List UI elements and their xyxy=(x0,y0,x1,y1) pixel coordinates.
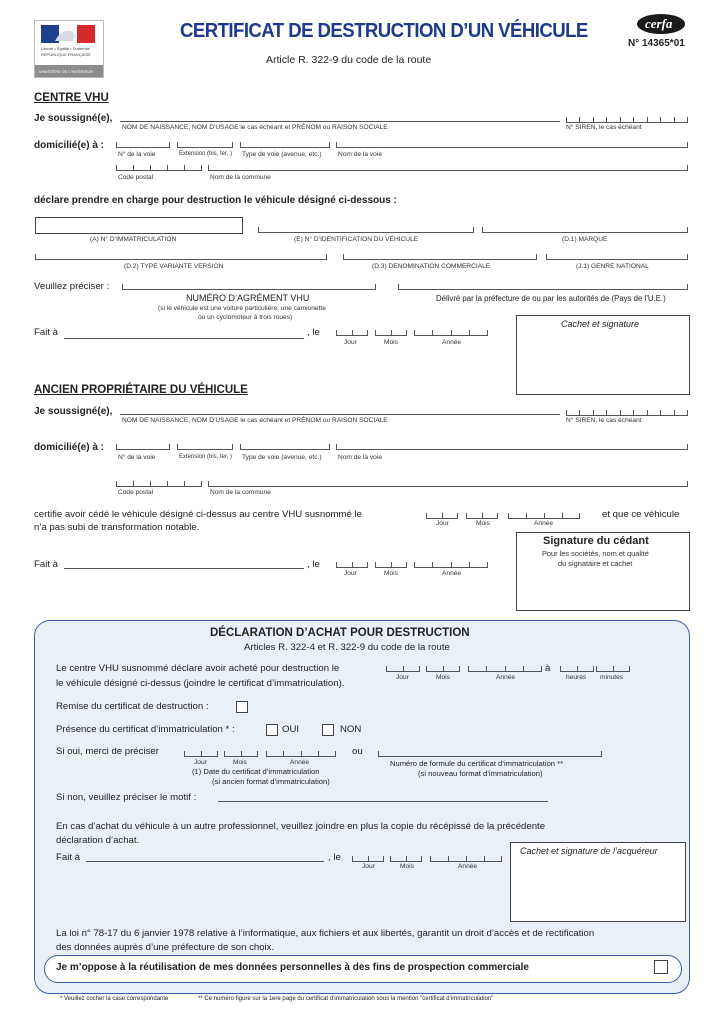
decl-loi-text-1: La loi n° 78-17 du 6 janvier 1978 relative à l’informatique, aux fichiers et aux libertés, garantit un droit d’accès et de rectification xyxy=(56,928,595,939)
ancien-name-field[interactable] xyxy=(120,414,560,415)
ancien-type-voie-field[interactable] xyxy=(240,443,330,450)
ancien-siren-caption: N° SIREN, le cas échéant xyxy=(566,417,642,424)
declaration-articles: Articles R. 322-4 et R. 322-9 du code de la route xyxy=(244,642,450,653)
vhu-extension-field[interactable] xyxy=(177,141,233,148)
vhu-mois-caption: Mois xyxy=(384,339,398,346)
genre-caption: (J.1) GENRE NATIONAL xyxy=(576,263,649,270)
ancien-type-caption: Type de voie (avenue, etc.) xyxy=(242,454,322,461)
decl-fait-a-field[interactable] xyxy=(86,861,324,862)
vhu-voie-caption: N° de la voie xyxy=(118,151,156,158)
decl-cas-achat-1: En cas d’achat du véhicule à un autre professionnel, veuillez joindre en plus la copie du récépissé de la précédente xyxy=(56,821,546,832)
ancien-date-annee[interactable] xyxy=(414,561,488,568)
type-variante-field[interactable] xyxy=(35,253,327,260)
ancien-date-jour[interactable] xyxy=(336,561,368,568)
page-title: CERTIFICAT DE DESTRUCTION D’UN VÉHICULE xyxy=(180,20,588,42)
decl-fait-a-label: Fait à xyxy=(56,852,80,863)
decl-motif-field[interactable] xyxy=(218,801,548,802)
vhu-voie-number-field[interactable] xyxy=(116,141,170,148)
section-centre-vhu: CENTRE VHU xyxy=(34,92,109,104)
ident-caption: (E) N° D’IDENTIFICATION DU VÉHICULE xyxy=(294,236,419,243)
denomination-caption: (D.3) DENOMINATION COMMERCIALE xyxy=(372,263,491,270)
decl-fait-annee[interactable] xyxy=(430,855,502,862)
denomination-field[interactable] xyxy=(343,253,537,260)
decl-presence-label: Présence du certificat d’immatriculation * : xyxy=(56,724,235,735)
vhu-declare-text: déclare prendre en charge pour destruction le véhicule désigné ci-dessous : xyxy=(34,195,397,206)
vhu-date-jour[interactable] xyxy=(336,329,368,336)
logo-republique: RÉPUBLIQUE FRANÇAISE xyxy=(41,52,91,57)
decl-oui-label: OUI xyxy=(282,724,300,735)
decl-achat-mois[interactable] xyxy=(426,665,460,672)
cerfa-number: N° 14365*01 xyxy=(628,38,685,49)
ancien-voie-caption: N° de la voie xyxy=(118,454,156,461)
vhu-siren-caption: N° SIREN, le cas échéant xyxy=(566,124,642,131)
decl-heures-caption: heures xyxy=(566,674,587,681)
agrement-field[interactable] xyxy=(122,283,376,290)
ancien-commune-caption: Nom de la commune xyxy=(210,489,271,496)
vhu-name-field[interactable] xyxy=(120,121,560,122)
vhu-date-annee[interactable] xyxy=(414,329,488,336)
footnote-double-star: ** Ce numéro figure sur la 1ere page du certificat d’immatriculation sous la mention "certificat d’immatriculation" xyxy=(198,996,494,1002)
declaration-line-1: Le centre VHU susnommé déclare avoir acheté pour destruction le xyxy=(56,663,340,674)
decl-achat-jour[interactable] xyxy=(386,665,420,672)
decl-oppose-checkbox[interactable] xyxy=(654,960,668,974)
ancien-fait-a-label: Fait à xyxy=(34,559,58,570)
decl-remise-checkbox[interactable] xyxy=(236,701,248,713)
ancien-cession-jour[interactable] xyxy=(426,512,458,519)
decl-fait-mois-caption: Mois xyxy=(400,863,414,870)
ancien-ext-caption: Extension (bis, ter, ) xyxy=(179,454,233,460)
vhu-fait-a-label: Fait à xyxy=(34,327,58,338)
ancien-fait-a-field[interactable] xyxy=(64,568,304,569)
marque-caption: (D.1) MARQUE xyxy=(562,236,608,243)
vhu-code-postal-field[interactable] xyxy=(116,164,202,171)
vhu-fait-a-field[interactable] xyxy=(64,338,304,339)
ancien-annee-caption: Année xyxy=(442,570,462,577)
immatriculation-field[interactable] xyxy=(35,217,243,234)
decl-date-cert-caption-2: (si ancien format d’immatriculation) xyxy=(212,777,330,786)
vhu-domicilie-label: domicilié(e) à : xyxy=(34,140,105,151)
delivre-caption: Délivré par la préfecture de ou par les autorités de (Pays de l’U.E.) xyxy=(436,294,666,303)
vhu-annee-caption: Année xyxy=(442,339,462,346)
decl-jour-caption: Jour xyxy=(396,674,409,681)
ancien-domicilie-label: domicilié(e) à : xyxy=(34,442,105,453)
decl-numero-formule-caption-1: Numéro de formule du certificat d’immatriculation ** xyxy=(390,759,564,768)
decl-numero-formule-field[interactable] xyxy=(378,750,602,757)
decl-loi-text-2: des données auprès d’une préfecture de son choix. xyxy=(56,942,275,953)
ancien-voie-number-field[interactable] xyxy=(116,443,170,450)
declaration-line-1b: le véhicule désigné ci-dessus (joindre le certificat d’immatriculation). xyxy=(56,678,345,689)
decl-achat-minutes[interactable] xyxy=(596,665,630,672)
cerfa-logo-text: cerfa xyxy=(645,16,673,31)
vhu-type-voie-field[interactable] xyxy=(240,141,330,148)
vhu-type-caption: Type de voie (avenue, etc.) xyxy=(242,151,322,158)
agrement-caption: NUMÉRO D’AGRÉMENT VHU xyxy=(186,293,310,303)
decl-numero-formule-caption-2: (si nouveau format d’immatriculation) xyxy=(418,769,543,778)
decl-achat-heures[interactable] xyxy=(560,665,594,672)
ancien-signature-line-2: du signataire et cachet xyxy=(558,559,633,568)
ancien-code-postal-field[interactable] xyxy=(116,480,202,487)
ancien-nom-voie-field[interactable] xyxy=(336,443,688,450)
decl-non-checkbox[interactable] xyxy=(322,724,334,736)
marque-field[interactable] xyxy=(482,226,688,233)
ancien-signature-title: Signature du cédant xyxy=(543,535,649,547)
immat-caption: (A) N° D’IMMATRICULATION xyxy=(90,236,177,243)
identification-field[interactable] xyxy=(258,226,474,233)
ancien-mois-caption: Mois xyxy=(384,570,398,577)
ancien-nom-caption: Nom de la voie xyxy=(338,454,382,461)
decl-fait-mois[interactable] xyxy=(390,855,422,862)
decl-remise-label: Remise du certificat de destruction : xyxy=(56,701,209,712)
decl-minutes-caption: minutes xyxy=(600,674,624,681)
decl-fait-jour[interactable] xyxy=(352,855,384,862)
ancien-je-soussigne-label: Je soussigné(e), xyxy=(34,406,113,417)
decl-oui-checkbox[interactable] xyxy=(266,724,278,736)
ancien-cp-caption: Code postal xyxy=(118,489,154,496)
ancien-certifie-text-2: n’a pas subi de transformation notable. xyxy=(34,522,200,533)
decl-cert-annee-caption: Année xyxy=(290,759,310,766)
vhu-siren-field[interactable] xyxy=(566,116,688,123)
ancien-cession-jour-caption: Jour xyxy=(436,520,449,527)
section-ancien-proprietaire: ANCIEN PROPRIÉTAIRE DU VÉHICULE xyxy=(34,384,248,396)
ancien-certifie-text-1: certifie avoir cédé le véhicule désigné ci-dessus au centre VHU susnommé le xyxy=(34,509,362,520)
decl-oppose-text: Je m’oppose à la réutilisation de mes données personnelles à des fins de prospection commerciale xyxy=(56,962,529,973)
vhu-name-caption: NOM DE NAISSANCE, NOM D’USAGE le cas échéant et PRÉNOM ou RAISON SOCIALE xyxy=(122,124,388,131)
vhu-le-label: , le xyxy=(307,327,320,338)
ancien-cession-mois[interactable] xyxy=(466,512,498,519)
decl-mois-caption: Mois xyxy=(436,674,450,681)
decl-annee-caption: Année xyxy=(496,674,516,681)
decl-date-cert-caption-1: (1) Date du certificat d’immatriculation xyxy=(192,767,320,776)
decl-cachet-acquereur-label: Cachet et signature de l’acquéreur xyxy=(520,846,658,856)
republique-logo xyxy=(34,20,104,78)
delivre-field[interactable] xyxy=(398,283,688,290)
ancien-extension-field[interactable] xyxy=(177,443,233,450)
ancien-et-que-text: et que ce véhicule xyxy=(602,509,680,520)
decl-le-label: , le xyxy=(328,852,341,863)
declaration-title: DÉCLARATION D’ACHAT POUR DESTRUCTION xyxy=(210,627,470,639)
agrement-note-2: ou un cyclomoteur à trois roues) xyxy=(198,314,293,321)
ancien-date-mois[interactable] xyxy=(375,561,407,568)
decl-ou-label: ou xyxy=(352,746,363,757)
decl-cert-mois-caption: Mois xyxy=(233,759,247,766)
ancien-commune-field[interactable] xyxy=(208,480,688,487)
vhu-nom-voie-field[interactable] xyxy=(336,141,688,148)
ancien-signature-line-1: Pour les sociétés, nom et qualité xyxy=(542,549,649,558)
decl-non-label: NON xyxy=(340,724,362,735)
decl-fait-jour-caption: Jour xyxy=(362,863,375,870)
decl-si-oui-label: Si oui, merci de préciser xyxy=(56,746,159,757)
decl-cert-jour-caption: Jour xyxy=(194,759,207,766)
vhu-jour-caption: Jour xyxy=(344,339,357,346)
decl-si-non-label: Si non, veuillez préciser le motif : xyxy=(56,792,197,803)
decl-cert-annee[interactable] xyxy=(266,750,336,757)
vhu-commune-field[interactable] xyxy=(208,164,688,171)
vhu-commune-caption: Nom de la commune xyxy=(210,174,271,181)
ancien-cession-annee-caption: Année xyxy=(534,520,554,527)
footnote-star: * Veuillez cocher la case correspondante xyxy=(60,996,169,1002)
vhu-cachet-label: Cachet et signature xyxy=(561,319,640,329)
page-subtitle: Article R. 322-9 du code de la route xyxy=(266,54,432,66)
genre-field[interactable] xyxy=(546,253,688,260)
vhu-je-soussigne-label: Je soussigné(e), xyxy=(34,113,113,124)
logo-motto: Liberté • Égalité • Fraternité xyxy=(41,46,90,51)
agrement-note-1: (si le véhicule est une voiture particulière, une camionette xyxy=(158,305,326,312)
decl-fait-annee-caption: Année xyxy=(458,863,478,870)
decl-cert-jour[interactable] xyxy=(184,750,218,757)
ancien-name-caption: NOM DE NAISSANCE, NOM D’USAGE le cas échéant et PRÉNOM ou RAISON SOCIALE xyxy=(122,417,388,424)
decl-cert-mois[interactable] xyxy=(224,750,258,757)
vhu-date-mois[interactable] xyxy=(375,329,407,336)
ancien-cession-annee[interactable] xyxy=(508,512,580,519)
decl-a-label: à xyxy=(545,663,551,674)
decl-achat-annee[interactable] xyxy=(468,665,542,672)
logo-ministere: MINISTÈRE DE L'INTÉRIEUR xyxy=(39,69,94,74)
vhu-cp-caption: Code postal xyxy=(118,174,154,181)
decl-cas-achat-2: déclaration d’achat. xyxy=(56,835,140,846)
ancien-siren-field[interactable] xyxy=(566,409,688,416)
veuillez-label: Veuillez préciser : xyxy=(34,281,110,292)
ancien-cession-mois-caption: Mois xyxy=(476,520,490,527)
vhu-nom-caption: Nom de la voie xyxy=(338,151,382,158)
type-variante-caption: (D.2) TYPE VARIANTE VERSION xyxy=(124,263,224,270)
ancien-le-label: , le xyxy=(307,559,320,570)
vhu-ext-caption: Extension (bis, ter, ) xyxy=(179,151,233,157)
ancien-jour-caption: Jour xyxy=(344,570,357,577)
